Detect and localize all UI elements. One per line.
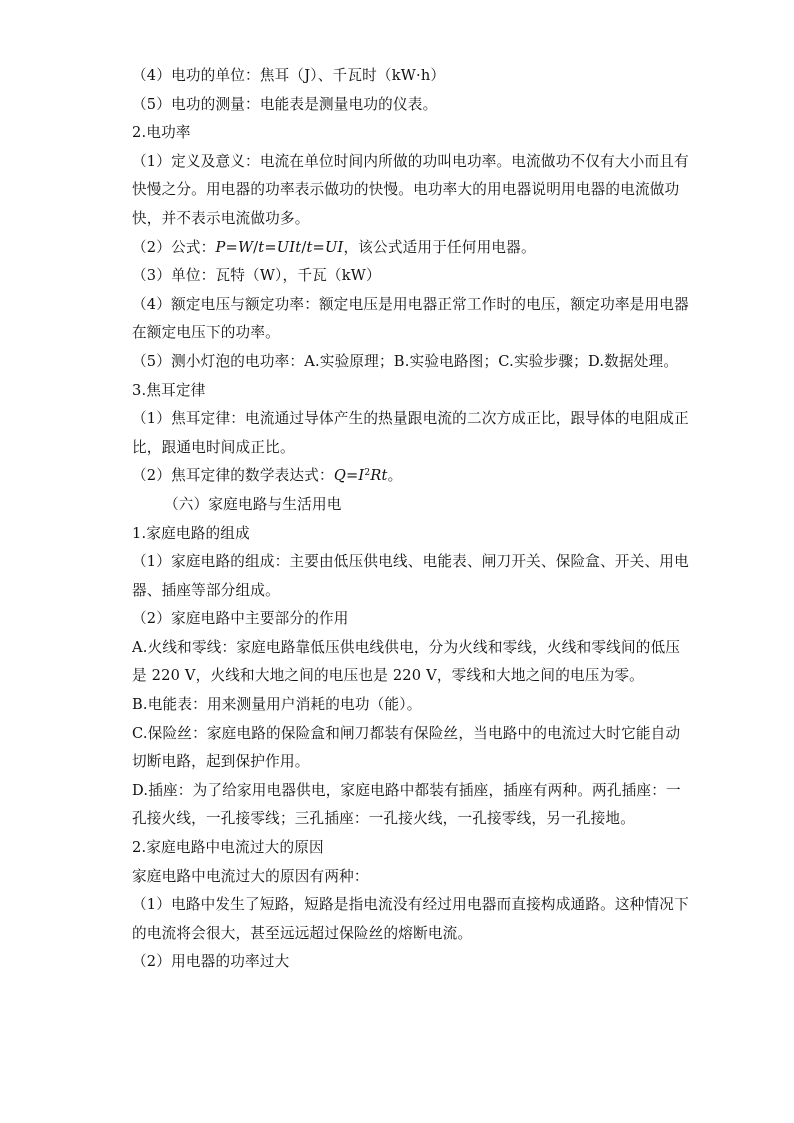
text-line: （2）用电器的功率过大 bbox=[132, 953, 290, 971]
section-heading: 1.家庭电路的组成 bbox=[132, 524, 250, 542]
text-line: （1）定义及意义：电流在单位时间内所做的功叫电功率。电流做功不仅有大小而且有 bbox=[132, 152, 689, 170]
formula-symbol: Rt bbox=[370, 467, 388, 485]
text-line: （4）额定电压与额定功率：额定电压是用电器正常工作时的电压，额定功率是用电器 bbox=[132, 295, 689, 313]
formula-symbol: t bbox=[258, 238, 265, 256]
formula-symbol: t bbox=[306, 238, 313, 256]
power-formula-line bbox=[132, 234, 667, 263]
text-line: 快，并不表示电流做功多。 bbox=[132, 209, 310, 227]
text-line: 比，跟通电时间成正比。 bbox=[132, 438, 295, 456]
text-line: D.插座：为了给家用电器供电，家庭电路中都装有插座，插座有两种。两孔插座：一 bbox=[132, 781, 681, 799]
formula-superscript: 2 bbox=[364, 468, 371, 479]
text-line: （1）焦耳定律：电流通过导体产生的热量跟电流的二次方成正比，跟导体的电阻成正 bbox=[132, 410, 689, 428]
text-line: （1）家庭电路的组成：主要由低压供电线、电能表、闸刀开关、保险盒、开关、用电 bbox=[132, 553, 689, 571]
text-line: B.电能表：用来测量用户消耗的电功（能）。 bbox=[132, 696, 422, 714]
text-line: （4）电功的单位：焦耳（J）、千瓦时（kW·h） bbox=[132, 67, 446, 84]
text-line: （2）家庭电路中主要部分的作用 bbox=[132, 610, 349, 628]
formula-symbol: P bbox=[215, 238, 226, 256]
text-line: 孔接火线，一孔接零线；三孔插座：一孔接火线，一孔接零线，另一孔接地。 bbox=[132, 810, 635, 828]
formula-symbol: Q bbox=[333, 467, 346, 485]
text-line: A.火线和零线：家庭电路靠低压供电线供电，分为火线和零线，火线和零线间的低压 bbox=[132, 638, 681, 656]
text-line: 的电流将会很大，甚至远远超过保险丝的熔断电流。 bbox=[132, 924, 473, 942]
text-fragment: （2）焦耳定律的数学表达式： bbox=[132, 467, 334, 485]
section-heading: 2.电功率 bbox=[132, 124, 191, 142]
formula-symbol: UI bbox=[276, 238, 296, 256]
section-heading: 3.焦耳定律 bbox=[132, 381, 206, 399]
text-line: （5）电功的测量：电能表是测量电功的仪表。 bbox=[132, 95, 438, 113]
formula-symbol: W bbox=[237, 238, 254, 256]
text-line: C.保险丝：家庭电路的保险盒和闸刀都装有保险丝，当电路中的电流过大时它能自动 bbox=[132, 724, 681, 742]
text-fragment: （2）公式： bbox=[132, 238, 216, 256]
text-line: 家庭电路中电流过大的原因有两种： bbox=[132, 867, 369, 885]
formula-symbol: t bbox=[295, 238, 302, 256]
subsection-heading: （六）家庭电路与生活用电 bbox=[164, 495, 342, 513]
section-heading: 2.家庭电路中电流过大的原因 bbox=[132, 839, 324, 857]
formula-symbol: = bbox=[312, 238, 325, 256]
formula-symbol: / bbox=[301, 238, 307, 256]
formula-symbol: I bbox=[358, 467, 365, 485]
text-line: 在额定电压下的功率。 bbox=[132, 324, 280, 342]
joule-formula-line bbox=[132, 462, 667, 491]
formula-symbol: / bbox=[253, 238, 259, 256]
formula-symbol: = bbox=[225, 238, 238, 256]
text-fragment: 。 bbox=[387, 467, 403, 485]
text-line: （5）测小灯泡的电功率：A.实验原理；B.实验电路图；C.实验步骤；D.数据处理。 bbox=[132, 352, 679, 370]
document-page bbox=[132, 62, 689, 977]
text-line: 器、插座等部分组成。 bbox=[132, 581, 280, 599]
text-fragment: ，该公式适用于任何用电器。 bbox=[343, 238, 536, 256]
text-line: 快慢之分。用电器的功率表示做功的快慢。电功率大的用电器说明用电器的电流做功 bbox=[132, 181, 680, 199]
formula-symbol: = bbox=[345, 467, 359, 485]
text-line: 切断电路，起到保护作用。 bbox=[132, 753, 310, 771]
text-line: 是 220 V，火线和大地之间的电压也是 220 V，零线和大地之间的电压为零。 bbox=[132, 667, 644, 685]
text-line: （3）单位：瓦特（W），千瓦（kW） bbox=[132, 267, 381, 285]
formula-symbol: = bbox=[264, 238, 277, 256]
formula-symbol: UI bbox=[324, 238, 344, 256]
text-line: （1）电路中发生了短路，短路是指电流没有经过用电器而直接构成通路。这种情况下 bbox=[132, 896, 689, 914]
